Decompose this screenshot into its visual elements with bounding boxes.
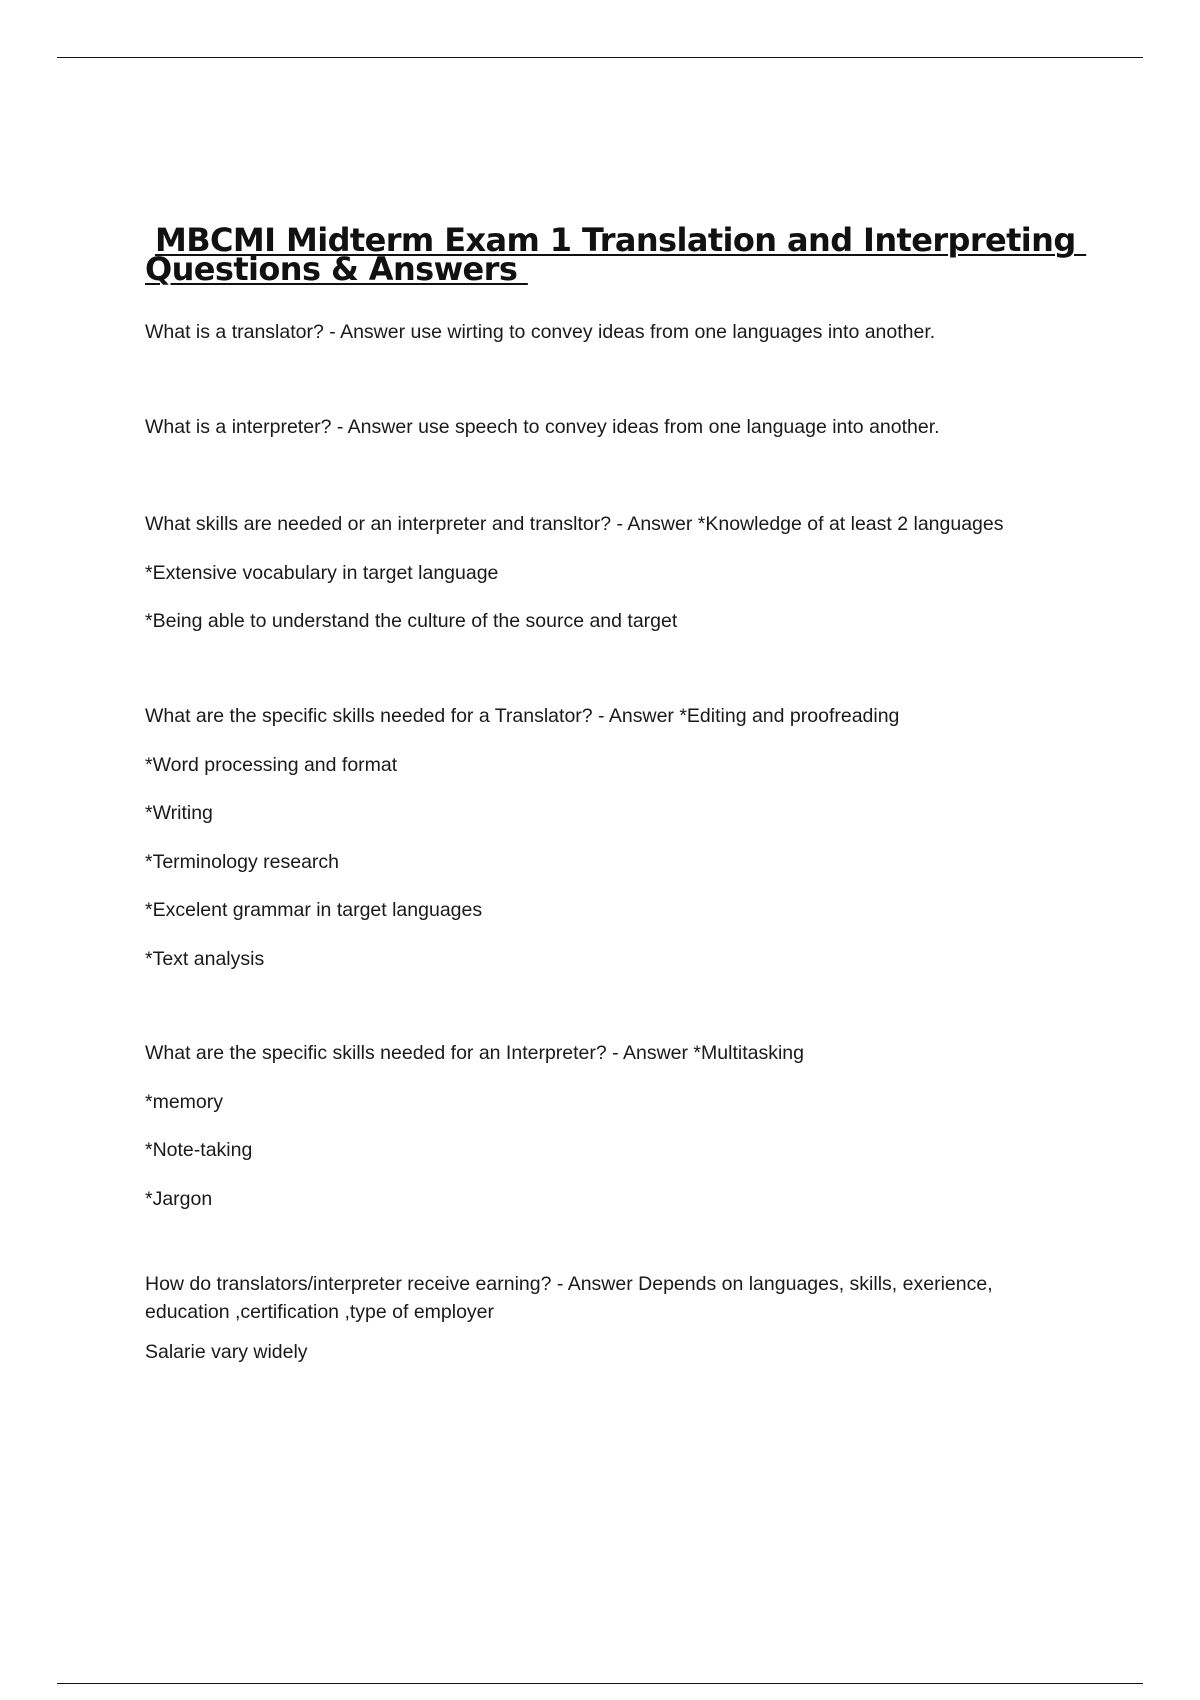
qa-block-skills xyxy=(145,500,1145,646)
answer-bullet: *Writing xyxy=(145,802,213,824)
answer-bullet: *memory xyxy=(145,1090,224,1113)
document-title xyxy=(145,221,1087,288)
answer-line: Salarie vary widely xyxy=(145,1341,308,1363)
answer-bullet: *Word processing and format xyxy=(145,753,398,776)
question-answer-line: How do translators/interpreter receive earning? - Answer Depends on languages, skills, exerience, education ,certification ,type of employer xyxy=(145,1273,993,1323)
answer-bullet: *Jargon xyxy=(145,1187,213,1210)
answer-bullet: *Note-taking xyxy=(145,1139,253,1161)
qa-block-interpreter xyxy=(145,403,1145,452)
question-answer-line: What skills are needed or an interpreter and transltor? - Answer *Knowledge of at least 2 languages xyxy=(145,513,1004,535)
answer-bullet: *Text analysis xyxy=(145,947,265,970)
question-answer-line: What are the specific skills needed for a Translator? - Answer *Editing and proofreading xyxy=(145,705,900,727)
question-answer-line: What are the specific skills needed for an Interpreter? - Answer *Multitasking xyxy=(145,1042,804,1064)
qa-block-translator xyxy=(145,308,1145,357)
answer-bullet: *Being able to understand the culture of the source and target xyxy=(145,610,678,632)
answer-bullet: *Terminology research xyxy=(145,850,340,873)
top-rule xyxy=(57,57,1143,58)
qa-block-interpreter-skills xyxy=(145,1029,1145,1223)
question-answer-line: What is a translator? - Answer use wirting to convey ideas from one languages into another. xyxy=(145,321,936,343)
qa-block-translator-skills xyxy=(145,692,1145,983)
answer-bullet: *Extensive vocabulary in target language xyxy=(145,561,499,584)
title-line-1: MBCMI Midterm Exam 1 Translation and Interpreting xyxy=(155,221,1087,259)
bottom-rule xyxy=(57,1683,1143,1684)
question-answer-line: What is a interpreter? - Answer use speech to convey ideas from one language into another. xyxy=(145,416,940,438)
title-line-2: Questions & Answers xyxy=(145,250,528,288)
qa-block-earnings xyxy=(145,1270,1145,1370)
answer-bullet: *Excelent grammar in target languages xyxy=(145,899,483,921)
